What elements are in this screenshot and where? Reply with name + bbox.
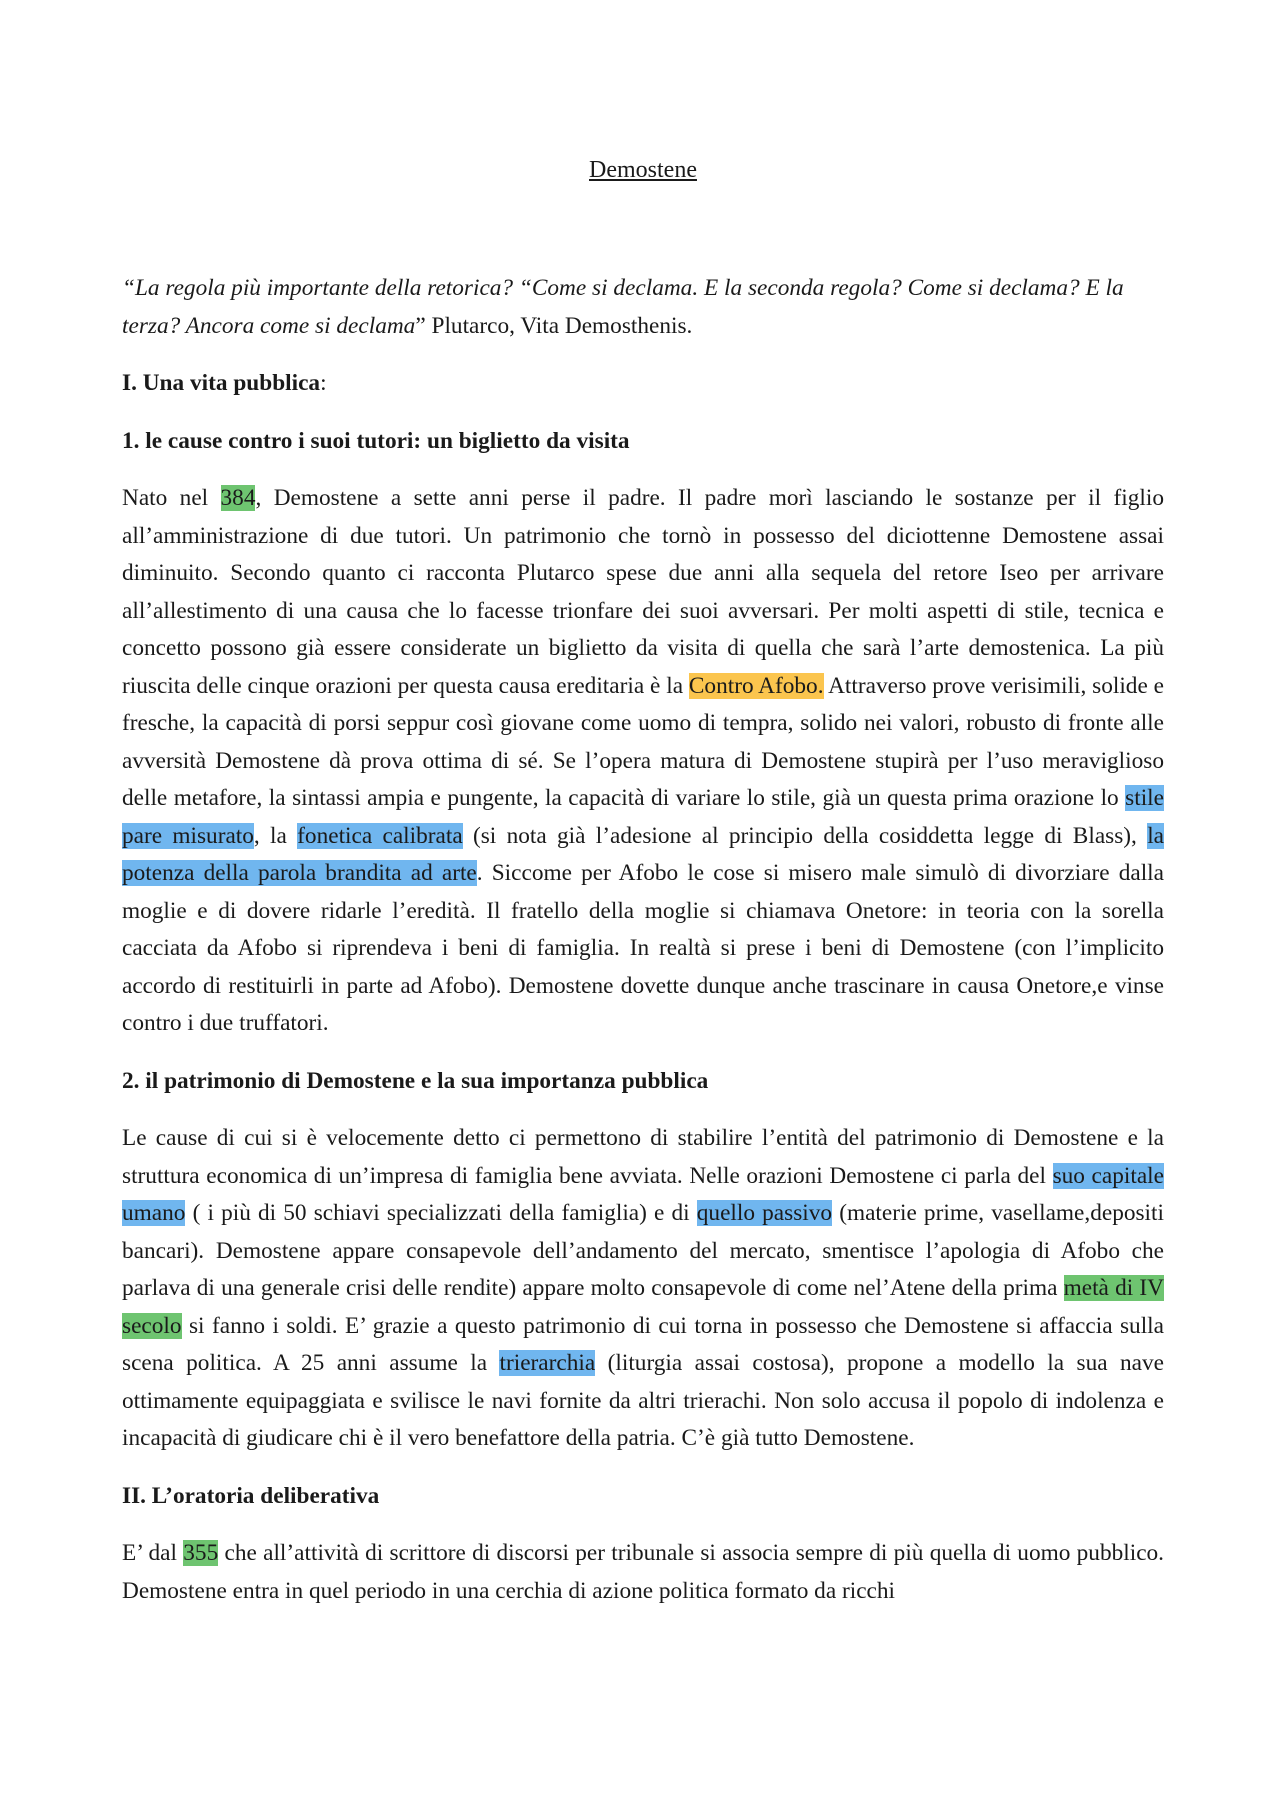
highlight-blue: suo capitale umano — [122, 1162, 1164, 1226]
text-run: ( i più di 50 schiavi specializzati della famiglia) e di — [185, 1200, 697, 1226]
text-run: Attraverso prove verisimili, solide e fresche, la capacità di porsi seppur così giovane come uomo di tempra, solido nei valori, robusto di fronte alle avversità Demostene dà prova ottima di sé. Se l’opera matura di Demostene stupirà per l’uso meraviglioso delle metafore, la sintassi ampia e pungente, la capacità di variare lo stile, già un questa prima orazione lo — [122, 672, 1164, 811]
text-run: E’ dal — [122, 1540, 184, 1566]
page-title: Demostene — [589, 157, 697, 183]
text-run: (si nota già l’adesione al principio della cosiddetta legge di Blass), — [462, 822, 1148, 849]
paragraph-3 — [122, 1535, 1164, 1610]
highlight-orange: Contro Afobo. — [688, 672, 824, 699]
text-run: , Demostene a sette anni perse il padre. Il padre morì lasciando le sostanze per il figlio all’amministrazione di due tutori. Un patrimonio che tornò in possesso del diciottenne Demostene assai diminuito. Secondo quanto ci racconta Plutarco spese due anni alla sequela del retore Iseo per arrivare all’allestimento di una causa che lo facesse trionfare dei suoi avversari. Per molti aspetti di stile, tecnica e concetto possono già essere considerate un biglietto da visita di quella che sarà l’arte demostenica. La più riuscita delle cinque orazioni per questa causa ereditaria è la — [122, 485, 1164, 699]
text-run: che all’attività di scrittore di discorsi per tribunale si associa sempre di più quella di uomo pubblico. Demostene entra in quel periodo in una cerchia di azione politica formato da ricchi — [122, 1540, 1165, 1604]
section-heading-2: II. L’oratoria deliberativa — [122, 1482, 380, 1509]
paragraph-1 — [122, 480, 1164, 1043]
highlight-blue: fonetica calibrata — [297, 822, 463, 849]
quote-attribution: ” Plutarco, Vita Demosthenis. — [415, 312, 693, 339]
subsection-heading-2: 2. il patrimonio di Demostene e la sua importanza pubblica — [122, 1067, 709, 1094]
opening-quote — [122, 270, 1164, 345]
section-heading-1: I. Una vita pubblica: — [122, 370, 327, 396]
quote-text: “La regola più importante della retorica? “Come si declama. E la seconda regola? Come si declama? E la terza? Ancora come si declama — [122, 275, 1124, 339]
text-run: . Siccome per Afobo le cose si misero male simulò di divorziare dalla moglie e di dovere ridarle l’eredità. Il fratello della moglie si chiamava Onetore: in teoria con la sorella cacciata da Afobo si riprendeva i beni di famiglia. In realtà si prese i beni di Demostene (con l’implicito accordo di restituirli in parte ad Afobo). Demostene dovette dunque anche trascinare in causa Onetore,e vinse contro i due truffatori. — [122, 860, 1164, 1036]
document-body — [122, 150, 1164, 1610]
highlight-green: 355 — [183, 1540, 219, 1566]
text-run: Nato nel — [122, 485, 221, 511]
text-run: si fanno i soldi. E’ grazie a questo patrimonio di cui torna in possesso che Demostene si affaccia sulla scena politica. A 25 anni assume la — [122, 1312, 1164, 1376]
text-run: (materie prime, vasellame,depositi bancari). Demostene appare consapevole dell’andamento del mercato, smentisce l’apologia di Afobo che parlava di una generale crisi delle rendite) appare molto consapevole di come nel’Atene della prima — [122, 1200, 1164, 1301]
highlight-blue: la potenza della parola brandita ad arte — [122, 822, 1165, 886]
highlight-green: metà di IV secolo — [122, 1275, 1164, 1339]
text-run: , la — [253, 822, 298, 849]
paragraph-2 — [122, 1120, 1164, 1458]
subsection-heading-1: 1. le cause contro i suoi tutori: un biglietto da visita — [122, 427, 630, 454]
text-run: Le cause di cui si è velocemente detto ci permettono di stabilire l’entità del patrimonio di Demostene e la struttura economica di un’impresa di famiglia bene avviata. Nelle orazioni Demostene ci parla del — [122, 1125, 1164, 1189]
highlight-green: 384 — [220, 485, 256, 511]
highlight-blue: stile pare misurato — [122, 785, 1164, 849]
text-run: (liturgia assai costosa), propone a modello la sua nave ottimamente equipaggiata e svilisce le navi fornite da altri trierachi. Non solo accusa il popolo di indolenza e incapacità di giudicare chi è il vero benefattore della patria. C’è già tutto Demostene. — [122, 1350, 1164, 1451]
highlight-blue: trierarchia — [499, 1350, 596, 1376]
highlight-blue: quello passivo — [696, 1200, 833, 1226]
